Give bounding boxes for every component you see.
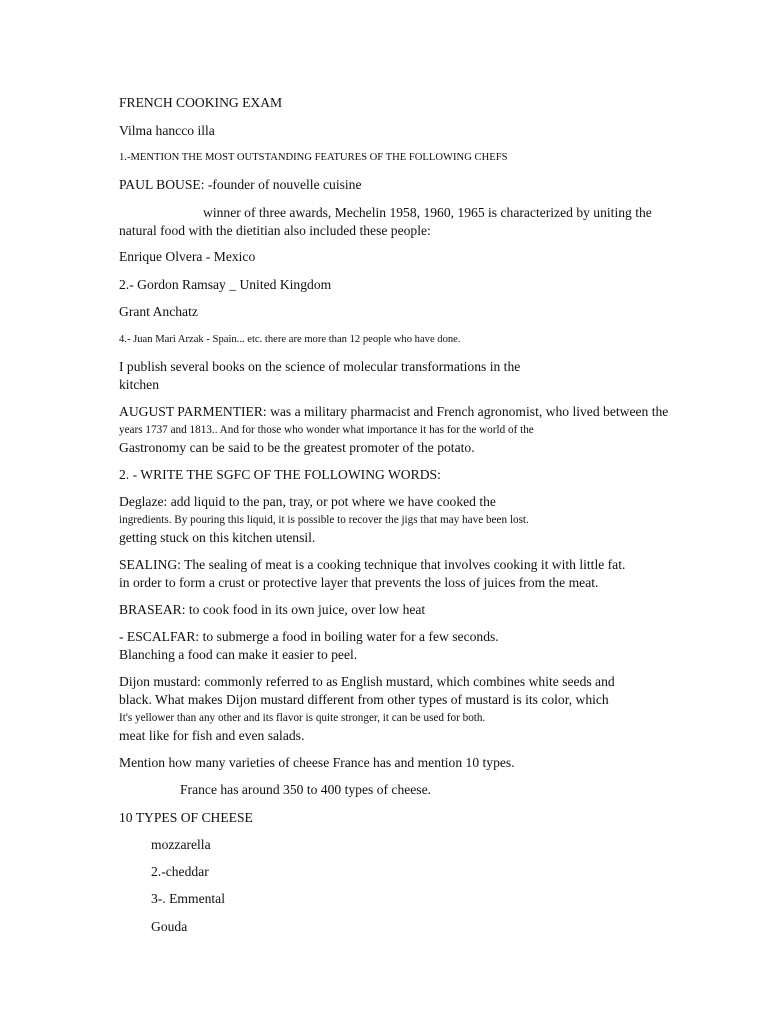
document-title: FRENCH COOKING EXAM xyxy=(119,95,283,110)
chef-item-3: Grant Anchatz xyxy=(119,304,198,319)
parmentier-line-2: years 1737 and 1813.. And for those who wonder what importance it has for the world of the xyxy=(119,424,534,436)
cheese-heading: 10 TYPES OF CHEESE xyxy=(119,810,253,825)
chef-item-1: Enrique Olvera - Mexico xyxy=(119,249,256,264)
author-name: Vilma hancco illa xyxy=(119,123,215,138)
deglaze-line-3: getting stuck on this kitchen utensil. xyxy=(119,530,316,545)
books-line-2: kitchen xyxy=(119,377,160,392)
dijon-line-3: It's yellower than any other and its flavor is quite stronger, it can be used for both. xyxy=(119,712,486,724)
sealing-line-2: in order to form a crust or protective layer that prevents the loss of juices from the meat. xyxy=(119,575,599,590)
dijon-line-2: black. What makes Dijon mustard different from other types of mustard is its color, which xyxy=(119,692,609,707)
paul-bouse-line-1: PAUL BOUSE: -founder of nouvelle cuisine xyxy=(119,177,362,192)
brasear-line: BRASEAR: to cook food in its own juice, over low heat xyxy=(119,602,426,617)
escalfar-line-2: Blanching a food can make it easier to peel. xyxy=(119,647,358,662)
cheese-list-item: 3-. Emmental xyxy=(151,891,225,906)
chef-item-4: 4.- Juan Mari Arzak - Spain... etc. there are more than 12 people who have done. xyxy=(119,334,461,345)
cheese-list-item: Gouda xyxy=(151,919,188,934)
parmentier-line-3: Gastronomy can be said to be the greatest promoter of the potato. xyxy=(119,440,475,455)
dijon-line-1: Dijon mustard: commonly referred to as English mustard, which combines white seeds and xyxy=(119,674,615,689)
dijon-line-4: meat like for fish and even salads. xyxy=(119,728,305,743)
deglaze-line-1: Deglaze: add liquid to the pan, tray, or pot where we have cooked the xyxy=(119,494,496,509)
escalfar-line-1: - ESCALFAR: to submerge a food in boiling water for a few seconds. xyxy=(119,629,499,644)
paul-bouse-line-3: natural food with the dietitian also included these people: xyxy=(119,223,431,238)
paul-bouse-line-2: winner of three awards, Mechelin 1958, 1960, 1965 is characterized by uniting the xyxy=(203,205,652,220)
sealing-line-1: SEALING: The sealing of meat is a cooking technique that involves cooking it with little fat. xyxy=(119,557,626,572)
books-line-1: I publish several books on the science of molecular transformations in the xyxy=(119,359,521,374)
cheese-answer: France has around 350 to 400 types of cheese. xyxy=(180,782,432,797)
chef-item-2: 2.- Gordon Ramsay _ United Kingdom xyxy=(119,277,332,292)
cheese-question: Mention how many varieties of cheese France has and mention 10 types. xyxy=(119,755,515,770)
question-1-heading: 1.-MENTION THE MOST OUTSTANDING FEATURES OF THE FOLLOWING CHEFS xyxy=(119,152,508,163)
deglaze-line-2: ingredients. By pouring this liquid, it is possible to recover the jigs that may have been lost. xyxy=(119,514,529,526)
question-2-heading: 2. - WRITE THE SGFC OF THE FOLLOWING WORDS: xyxy=(119,467,441,482)
parmentier-line-1: AUGUST PARMENTIER: was a military pharmacist and French agronomist, who lived between the xyxy=(119,404,669,419)
cheese-list-item: mozzarella xyxy=(151,837,211,852)
cheese-list-item: 2.-cheddar xyxy=(151,864,209,879)
